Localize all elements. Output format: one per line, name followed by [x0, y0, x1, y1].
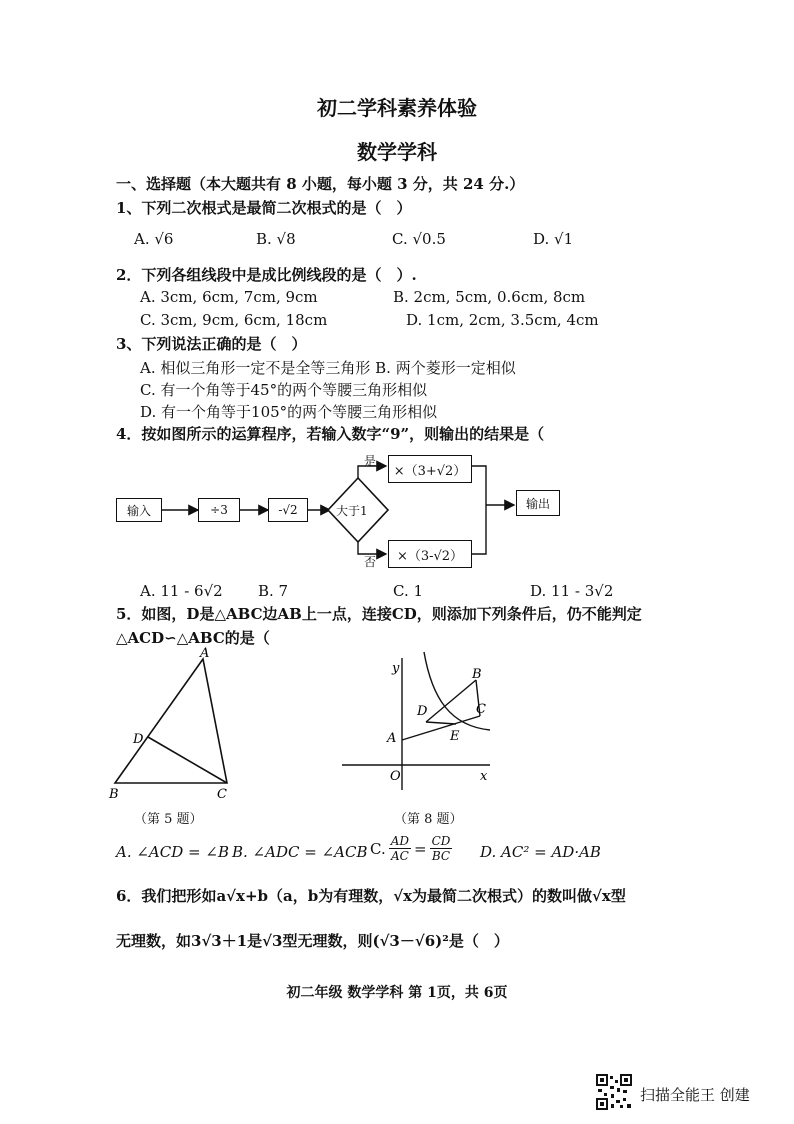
q2-option-b: B. 2cm, 5cm, 0.6cm, 8cm	[393, 288, 586, 306]
fraction-ad-ac	[389, 834, 411, 863]
coordinate-graph	[340, 650, 500, 792]
flow-yes-box: ×（3+√2）	[388, 455, 472, 483]
flow-input-box: 输入	[116, 498, 162, 522]
label-b8: B	[472, 667, 482, 682]
flow-output-box: 输出	[516, 490, 560, 516]
fraction-equals: =	[414, 839, 427, 858]
label-d8: D	[417, 704, 428, 719]
flow-step1-box: ÷3	[198, 498, 240, 522]
q4-option-a: A. 11 - 6√2	[140, 582, 223, 600]
page-title: 初二学科素养体验	[317, 96, 477, 120]
fraction-cd-num: CD	[431, 834, 451, 848]
fraction-bc-den: BC	[431, 849, 451, 863]
label-y: y	[392, 661, 400, 676]
q5-option-a: A. ∠ACD = ∠B	[116, 843, 229, 861]
label-c: C	[217, 787, 227, 802]
label-b: B	[109, 787, 119, 802]
fraction-cd-bc	[430, 834, 453, 863]
q3-option-ab: A. 相似三角形一定不是全等三角形 B. 两个菱形一定相似	[140, 359, 516, 377]
q2-option-c: C. 3cm, 9cm, 6cm, 18cm	[140, 311, 328, 329]
label-a: A	[200, 646, 210, 661]
hyperbola-curve	[424, 652, 490, 730]
label-c8: C	[476, 702, 486, 717]
section-heading: 一、选择题（本大题共有 8 小题，每小题 3 分，共 24 分.）	[116, 175, 525, 193]
q2-stem: 2．下列各组线段中是成比例线段的是（ ）.	[116, 266, 417, 284]
q1-option-d: D. √1	[533, 230, 574, 248]
segment-cd	[148, 737, 227, 783]
q4-option-d: D. 11 - 3√2	[530, 582, 614, 600]
flow-step2-box: -√2	[268, 498, 308, 522]
flow-no-label: 否	[364, 555, 377, 569]
q4-stem: 4．按如图所示的运算程序，若输入数字“9”，则输出的结果是（	[116, 425, 545, 443]
q5-option-b: B. ∠ADC = ∠ACB	[232, 843, 368, 861]
line-de	[426, 722, 456, 724]
q1-option-c: C. √0.5	[392, 230, 446, 248]
q3-stem: 3、下列说法正确的是（ ）	[116, 335, 307, 353]
q3-option-d: D. 有一个角等于105°的两个等腰三角形相似	[140, 403, 438, 421]
fraction-ac-den: AC	[390, 849, 409, 863]
q5-option-c-prefix: C.	[370, 839, 386, 858]
fraction-ad-num: AD	[390, 834, 410, 848]
q4-option-c: C. 1	[393, 582, 424, 600]
triangle-outline	[115, 659, 227, 783]
flow-yes-label: 是	[364, 454, 377, 468]
q1-option-b: B. √8	[256, 230, 296, 248]
q5-stem-line2: △ACD∽△ABC的是（	[116, 629, 270, 647]
page-footer: 初二年级 数学学科 第 1页，共 6页	[286, 985, 508, 1001]
fig8-caption: （第 8 题）	[394, 812, 463, 827]
flow-no-box: ×（3-√2）	[388, 540, 472, 568]
q4-option-b: B. 7	[258, 582, 289, 600]
q6-line2: 无理数，如3√3＋1是√3型无理数，则(√3－√6)²是（ ）	[116, 932, 509, 950]
q2-option-a: A. 3cm, 6cm, 7cm, 9cm	[140, 288, 318, 306]
label-x: x	[480, 769, 488, 784]
label-a8: A	[387, 731, 397, 746]
q5-option-c	[370, 834, 452, 863]
label-e8: E	[450, 729, 460, 744]
qr-code-icon	[596, 1074, 632, 1110]
triangle-abc	[105, 645, 255, 805]
q5-option-d: D. AC² = AD·AB	[480, 843, 601, 861]
line-ac	[402, 716, 480, 740]
q1-stem: 1、下列二次根式是最简二次根式的是（ ）	[116, 199, 412, 217]
q5-stem-line1: 5．如图，D是△ABC边AB上一点，连接CD，则添加下列条件后，仍不能判定	[116, 605, 642, 623]
subject-title: 数学学科	[357, 140, 437, 164]
watermark-text: 扫描全能王 创建	[640, 1086, 750, 1104]
fig5-caption: （第 5 题）	[134, 812, 203, 827]
q2-option-d: D. 1cm, 2cm, 3.5cm, 4cm	[406, 311, 599, 329]
q1-option-a: A. √6	[134, 230, 174, 248]
label-o: O	[390, 769, 401, 784]
flow-decision-label: 大于1	[336, 504, 368, 518]
q6-line1: 6．我们把形如a√x+b（a，b为有理数，√x为最简二次根式）的数叫做√x型	[116, 887, 626, 905]
q3-option-c: C. 有一个角等于45°的两个等腰三角形相似	[140, 381, 428, 399]
merge-line	[472, 466, 486, 554]
label-d: D	[133, 732, 144, 747]
